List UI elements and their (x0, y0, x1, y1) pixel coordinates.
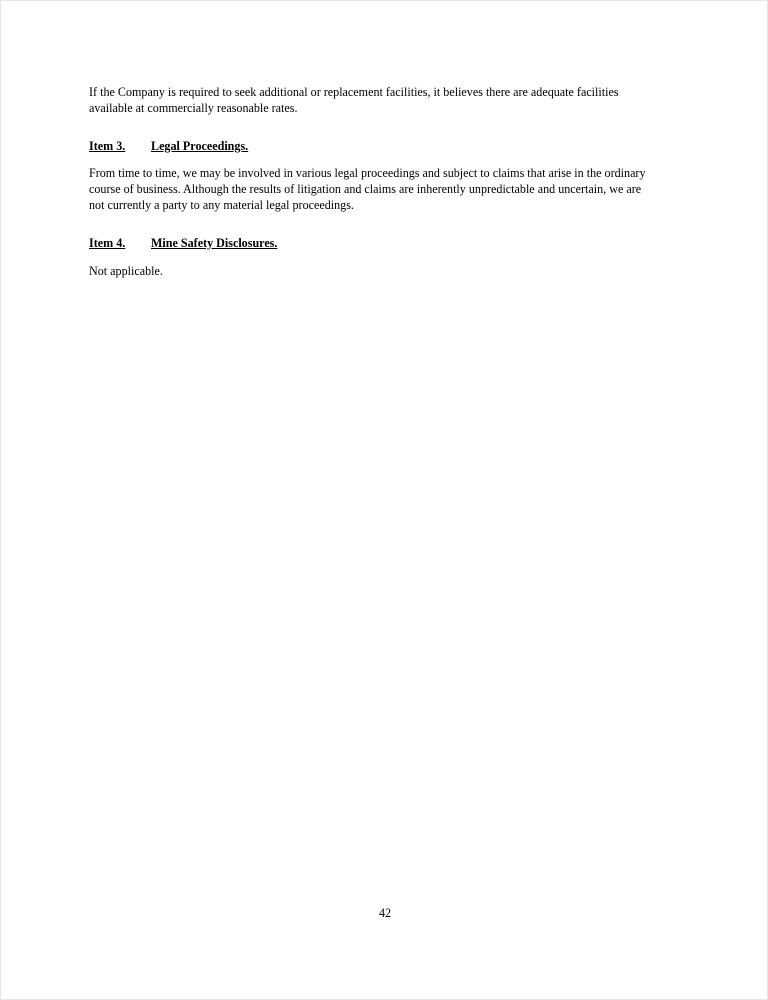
heading-item-4 (89, 236, 659, 252)
heading-item-3 (89, 139, 659, 155)
spacer (89, 117, 659, 139)
heading-item-4-label: Item 4. (89, 235, 126, 250)
heading-item-3-label: Item 3. (89, 138, 126, 153)
paragraph-facilities: If the Company is required to seek additional or replacement facilities, it believes there are adequate facilities available at commercially reasonable rates. (89, 85, 619, 115)
page-number: 42 (378, 906, 392, 920)
spacer (89, 214, 659, 236)
spacer (89, 154, 659, 166)
document-body (89, 85, 659, 279)
paragraph-mine-safety: Not applicable. (89, 263, 163, 278)
paragraph-legal-proceedings: From time to time, we may be involved in various legal proceedings and subject to claims that arise in the ordinary course of business. Although the results of litigation and claims are inherently unpredictable and uncertain, we are not currently a party to any material legal proceedings. (89, 166, 646, 212)
heading-item-3-title: Legal Proceedings. (151, 138, 249, 153)
spacer (89, 252, 659, 264)
heading-item-4-title: Mine Safety Disclosures. (151, 235, 278, 250)
